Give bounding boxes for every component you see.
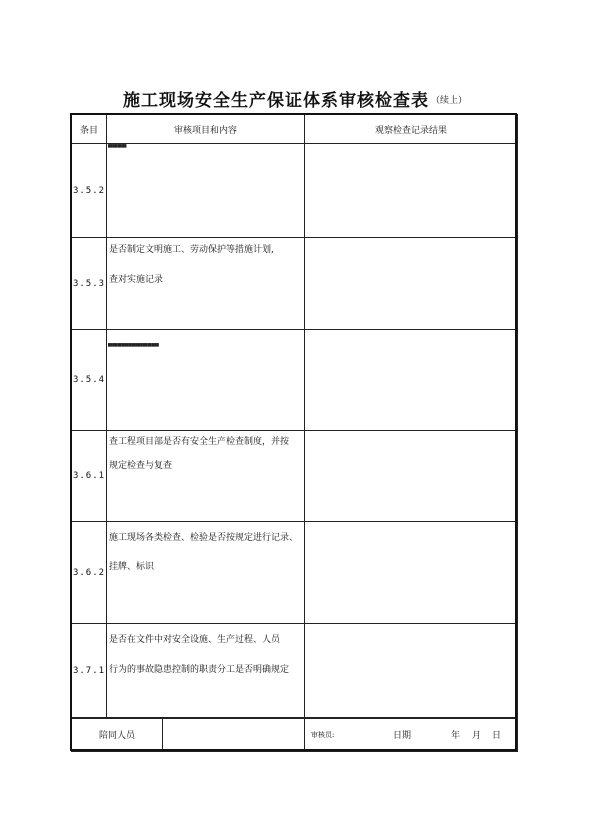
footer-row [72, 718, 518, 752]
row-content [107, 238, 305, 330]
year-label: 年 [451, 731, 461, 741]
row-result-cell[interactable] [305, 431, 518, 522]
row-line: 挂牌、标识 [109, 562, 155, 572]
title-main: 施工现场安全生产保证体系审核检查表 [122, 91, 429, 111]
row-result-cell[interactable] [305, 522, 518, 624]
header-result: 观察检查记录结果 [305, 115, 518, 144]
row-result-cell[interactable] [305, 238, 518, 330]
page-title [0, 86, 590, 111]
row-line: 规定检查与复查 [109, 461, 173, 471]
row-content [107, 522, 305, 624]
row-code: 3.5.3 [72, 238, 107, 330]
row-content [107, 624, 305, 719]
row-code: 3.6.2 [72, 522, 107, 624]
row-line: 查对实施记录 [109, 275, 164, 285]
row-result-cell[interactable] [305, 624, 518, 719]
row-line: 是否制定文明施工、劳动保护等措施计划, [109, 245, 274, 255]
accompany-field[interactable] [163, 718, 305, 752]
row-content [107, 330, 305, 431]
title-subtitle: （续上） [430, 96, 467, 106]
row-content [107, 431, 305, 522]
row-line: 查工程项目部是否有安全生产检查制度，并按 [109, 437, 290, 447]
row-result-cell[interactable] [305, 330, 518, 431]
header-content: 审核项目和内容 [107, 115, 305, 144]
table-row [72, 624, 518, 719]
month-label: 月 [472, 731, 482, 741]
table-header-row [72, 115, 518, 144]
audit-table [71, 114, 518, 719]
row-tiny-text: ████████ [108, 144, 127, 148]
row-content [107, 144, 305, 238]
table-row [72, 431, 518, 522]
row-code: 3.5.2 [72, 144, 107, 238]
table-row [72, 144, 518, 238]
auditor-label: 审核员: [311, 730, 335, 739]
row-code: 3.7.1 [72, 624, 107, 719]
accompany-label: 陪同人员 [72, 718, 163, 752]
header-item: 条目 [72, 115, 107, 144]
row-code: 3.5.4 [72, 330, 107, 431]
table-row [72, 238, 518, 330]
row-result-cell[interactable] [305, 144, 518, 238]
row-tiny-text: ██████████████████████ [108, 343, 159, 347]
row-line: 是否在文件中对安全设施、生产过程、人员 [109, 635, 281, 645]
row-code: 3.6.1 [72, 431, 107, 522]
table-row [72, 522, 518, 624]
table-row [72, 330, 518, 431]
footer-table [71, 717, 518, 752]
auditor-cell [305, 718, 518, 752]
row-line: 行为的事故隐患控制的职责分工是否明确规定 [109, 665, 290, 675]
day-label: 日 [492, 731, 502, 741]
row-line: 施工现场各类检查、检验是否按规定进行记录、 [109, 533, 299, 543]
date-label: 日期 [393, 731, 412, 741]
